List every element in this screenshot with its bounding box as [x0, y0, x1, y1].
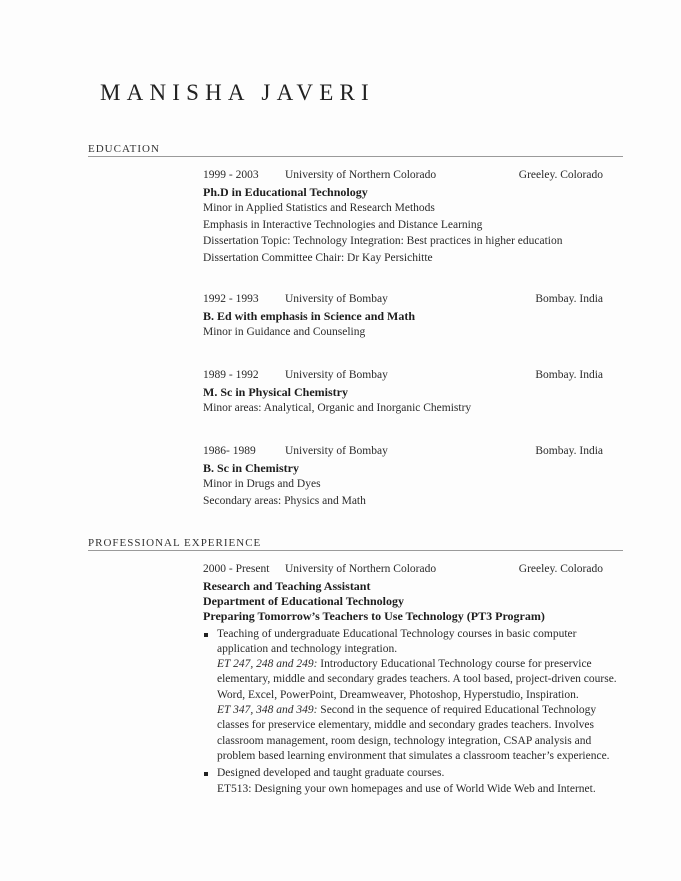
- education-heading: EDUCATION: [88, 143, 160, 155]
- responsibility-text: Designed developed and taught graduate courses.: [217, 767, 445, 780]
- entry-degree: Ph.D in Educational Technology: [203, 184, 368, 199]
- course-code: ET 247, 248 and 249:: [217, 658, 318, 671]
- job-title: Research and Teaching Assistant: [203, 578, 371, 593]
- bullet-icon: [204, 633, 208, 637]
- course-description: Second in the sequence of required Educational Technology classes for preservice elementary, middle and secondary grades teachers. Involves classroom management, room design, technology integration, CSAP analysis and problem based learning environment that simulates a classroom teacher’s experience.: [217, 704, 610, 762]
- entry-dates: 1999 - 2003: [203, 169, 259, 181]
- entry-institution: University of Northern Colorado: [285, 169, 437, 181]
- responsibility-item: [203, 627, 623, 765]
- program: Preparing Tomorrow’s Teachers to Use Technology (PT3 Program): [203, 608, 545, 623]
- entry-location: Bombay. India: [535, 369, 603, 381]
- responsibility-list: [203, 627, 623, 797]
- entry-detail: Emphasis in Interactive Technologies and Distance Learning: [203, 218, 483, 231]
- department: Department of Educational Technology: [203, 593, 405, 608]
- experience-entry: [203, 562, 623, 799]
- education-entry: [203, 367, 623, 417]
- education-divider: [88, 156, 623, 157]
- entry-degree: M. Sc in Physical Chemistry: [203, 384, 348, 399]
- bullet-icon: [204, 772, 208, 776]
- education-entry: [203, 167, 623, 267]
- experience-heading: PROFESSIONAL EXPERIENCE: [88, 537, 262, 549]
- entry-dates: 1992 - 1993: [203, 293, 259, 305]
- entry-degree: B. Sc in Chemistry: [203, 460, 299, 475]
- entry-location: Greeley. Colorado: [518, 169, 603, 181]
- education-entry: [203, 443, 623, 509]
- entry-institution: University of Bombay: [285, 445, 388, 457]
- entry-degree: B. Ed with emphasis in Science and Math: [203, 308, 416, 323]
- entry-detail: Dissertation Committee Chair: Dr Kay Persichitte: [203, 251, 433, 264]
- entry-dates: 2000 - Present: [203, 563, 270, 575]
- responsibility-text: Teaching of undergraduate Educational Technology courses in basic computer application and technology integration.: [217, 627, 577, 655]
- entry-institution: University of Bombay: [285, 293, 388, 305]
- entry-detail: Minor in Drugs and Dyes: [203, 478, 321, 491]
- entry-dates: 1986- 1989: [203, 445, 256, 457]
- entry-institution: University of Northern Colorado: [285, 563, 437, 575]
- entry-location: Bombay. India: [535, 293, 603, 305]
- resume-name: MANISHA JAVERI: [100, 80, 375, 105]
- responsibility-item: [203, 766, 623, 797]
- entry-detail: Secondary areas: Physics and Math: [203, 494, 366, 507]
- entry-detail: Minor areas: Analytical, Organic and Inorganic Chemistry: [203, 402, 472, 415]
- entry-detail: Dissertation Topic: Technology Integration: Best practices in higher education: [203, 235, 563, 248]
- entry-institution: University of Bombay: [285, 369, 388, 381]
- entry-detail: Minor in Guidance and Counseling: [203, 326, 366, 339]
- education-entry: [203, 291, 623, 341]
- entry-detail: Minor in Applied Statistics and Research Methods: [203, 202, 435, 215]
- entry-dates: 1989 - 1992: [203, 369, 259, 381]
- course-code: ET 347, 348 and 349:: [217, 704, 318, 717]
- entry-location: Bombay. India: [535, 445, 603, 457]
- experience-divider: [88, 550, 623, 551]
- course-description: Introductory Educational Technology course for preservice elementary, middle and secondary grades teachers. A tool based, project-driven course. Word, Excel, PowerPoint, Dreamweaver, Photoshop, Hyperstudio, Inspiration.: [217, 658, 617, 701]
- entry-location: Greeley. Colorado: [518, 563, 603, 575]
- course-description: ET513: Designing your own homepages and use of World Wide Web and Internet.: [217, 782, 596, 795]
